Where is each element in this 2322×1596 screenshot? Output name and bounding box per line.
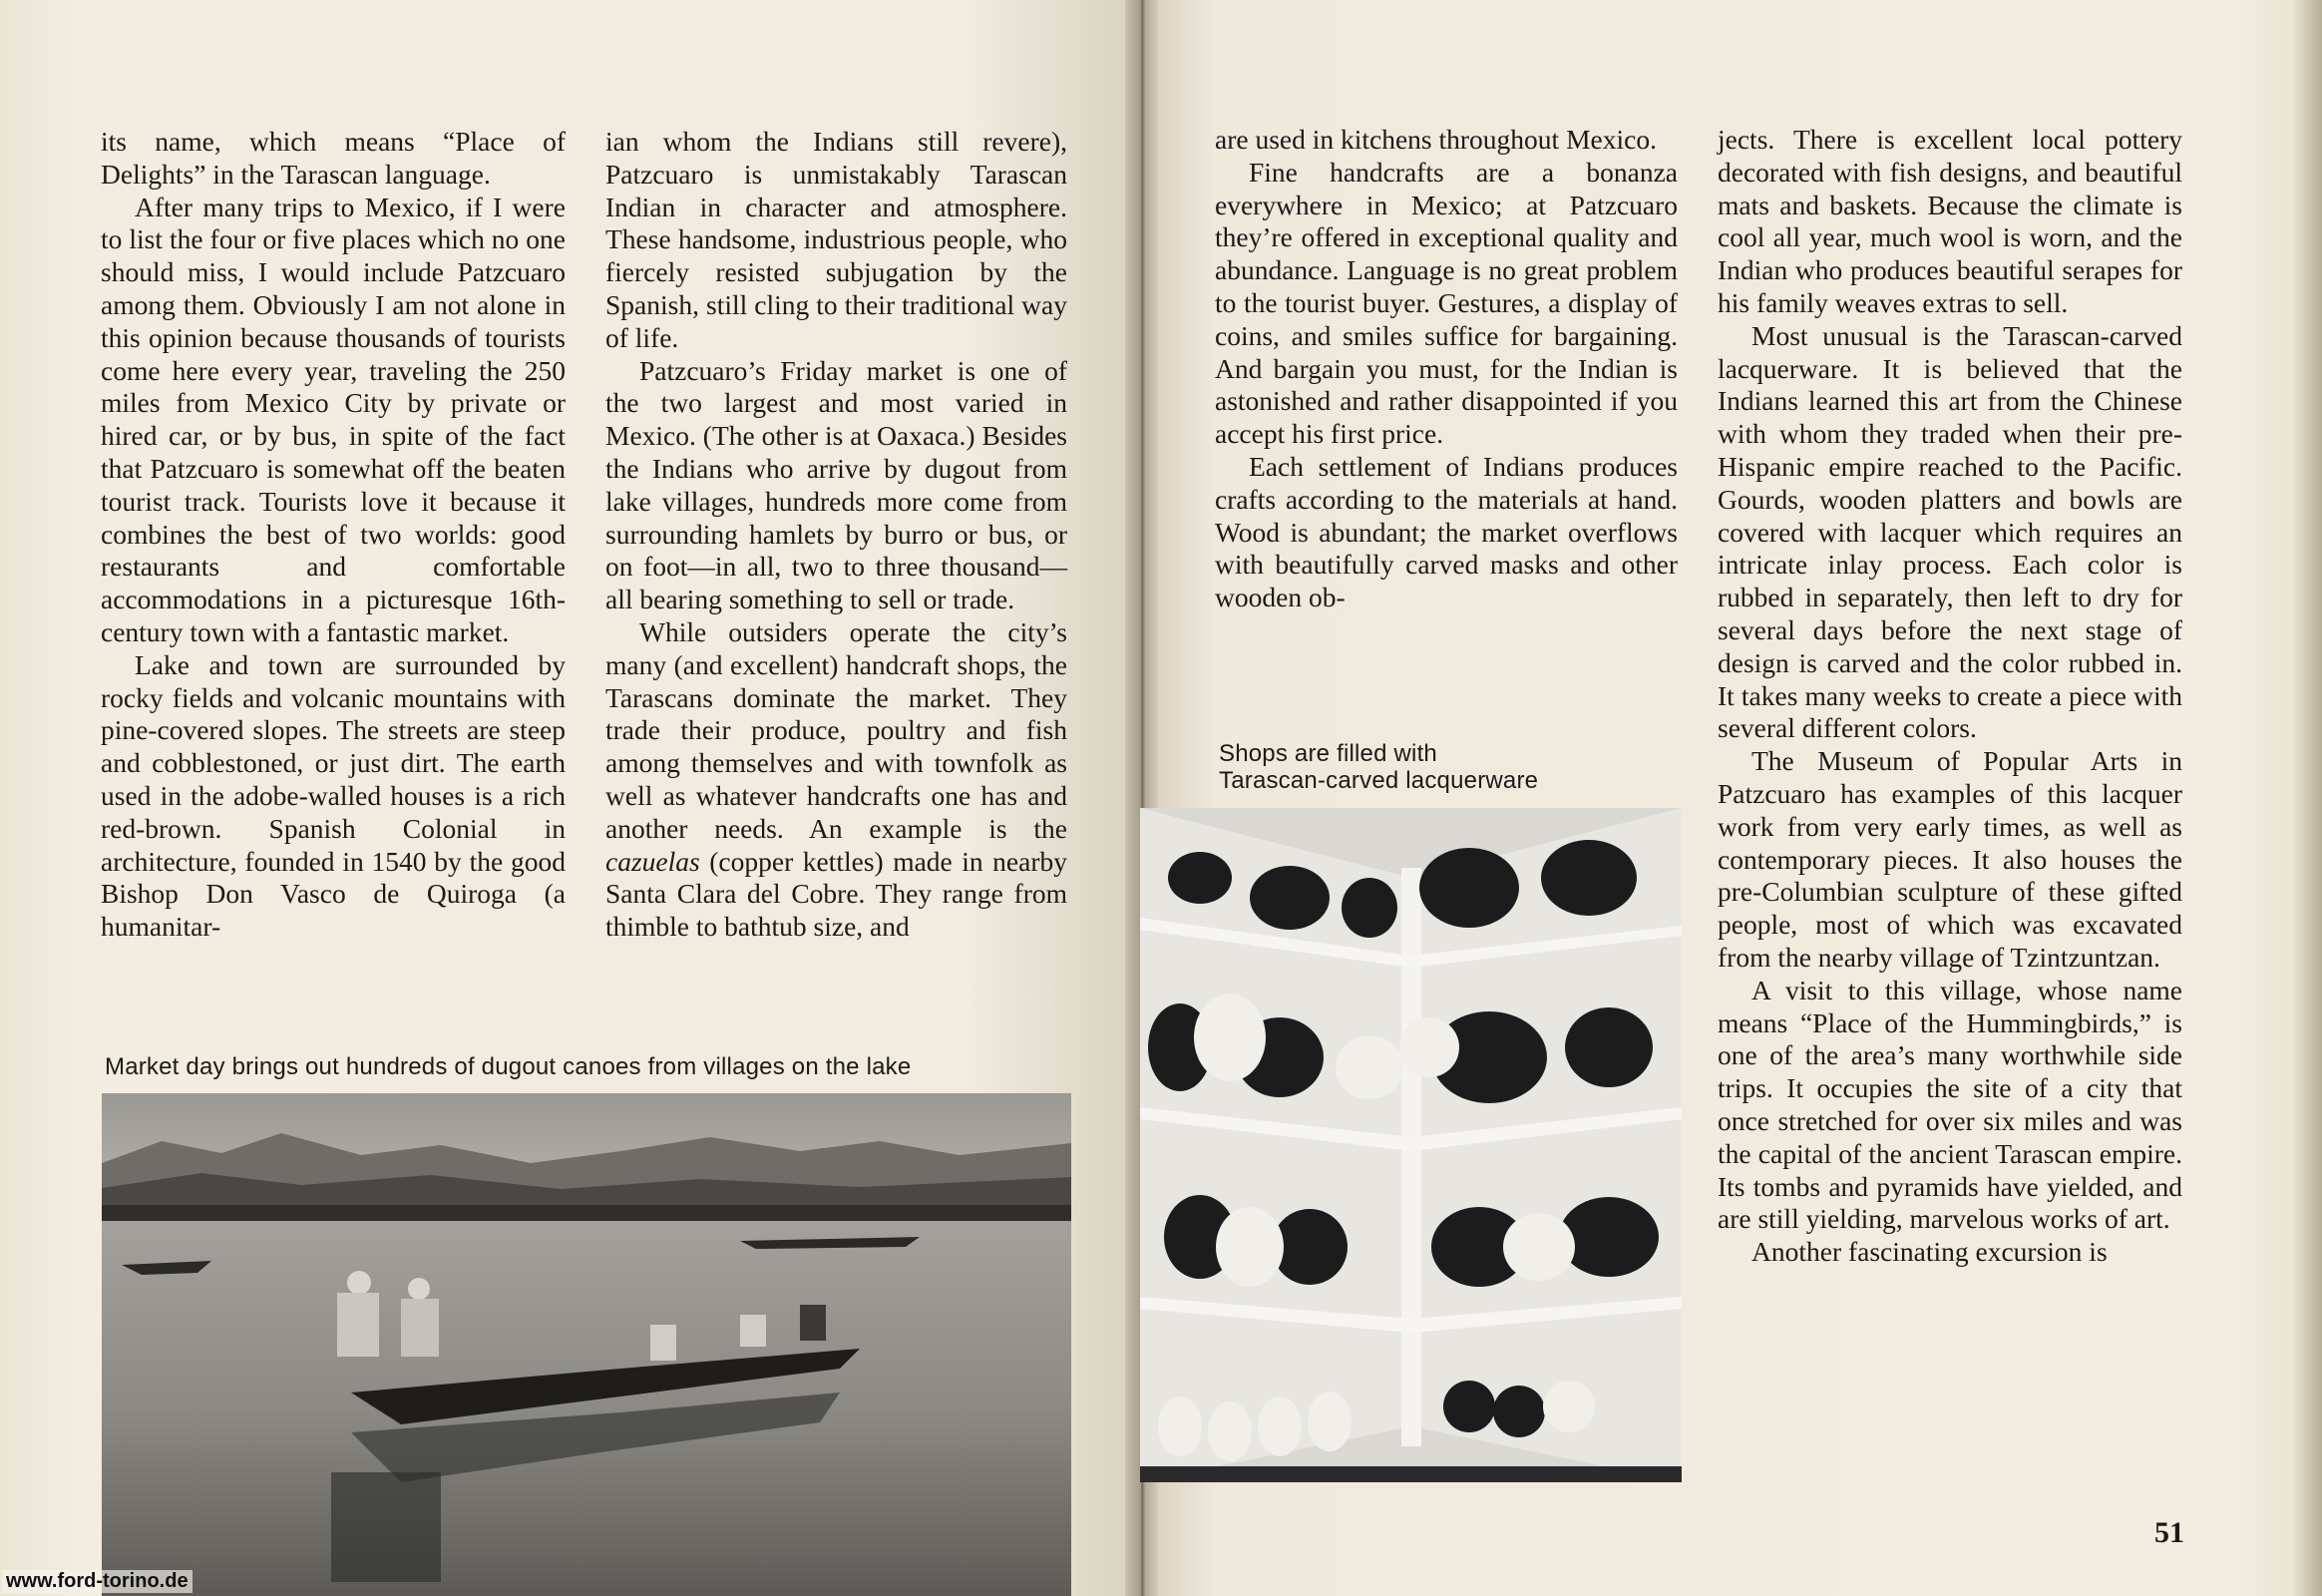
paragraph: ian whom the Indians still revere), Patzcuaro is unmistakably Tarascan Indian in character and atmosphere. These handsome, industrious people, who fiercely resisted subjugation by the Spanish, still cling to their traditional way of life. — [605, 126, 1067, 353]
page-edge — [2294, 0, 2322, 1596]
photo-caption-canoes: Market day brings out hundreds of dugout canoes from villages on the lake — [105, 1053, 912, 1080]
page-number: 51 — [2154, 1516, 2184, 1549]
photo-caption-shops — [1219, 740, 1678, 794]
canoe-photo — [102, 1093, 1071, 1596]
lacquerware-photo-image — [1140, 808, 1682, 1482]
paragraph: Fine handcrafts are a bonanza everywhere in Mexico; at Patzcuaro they’re offered in exceptional quality and abundance. Language is no great problem to the tourist buyer. Gestures, a display of coins, and smiles suffice for bargaining. And bargain you must, for the Indian is astonished and rather disappointed if you accept his first price. — [1215, 156, 1678, 450]
italic-term: cazuelas — [605, 845, 700, 877]
caption-line: Shops are filled with — [1219, 740, 1437, 767]
text-column-4 — [1718, 124, 2182, 1269]
paragraph: Each settlement of Indians produces crafts according to the materials at hand. Wood is abundant; the market overflows with beautifully carved masks and other wooden ob- — [1215, 450, 1678, 613]
caption-line: Tarascan-carved lacquerware — [1219, 767, 1539, 794]
paragraph: Lake and town are surrounded by rocky fields and volcanic mountains with pine-covered slopes. The streets are steep and cobblestoned, or just dirt. The earth used in the adobe-walled houses is a rich red-brown. Spanish Colonial in architecture, founded in 1540 by the good Bishop Don Vasco de Quiroga (a humanitar- — [101, 648, 566, 943]
paragraph: Most unusual is the Tarascan-carved lacquerware. It is believed that the Indians learned this art from the Chinese with whom they traded when their pre-Hispanic empire reached to the Pacific. Gourds, wooden platters and bowls are covered with lacquer which requires an intricate inlay process. Each color is rubbed in separately, then left to dry for several days before the next stage of design is carved and the color rubbed in. It takes many weeks to create a piece with several different colors. — [1718, 319, 2182, 744]
paragraph: A visit to this village, whose name means “Place of the Hummingbirds,” is one of the area’s many worthwhile side trips. It occupies the site of a city that once stretched for over six miles and was the capital of the ancient Tarascan empire. Its tombs and pyramids have yielded, and are still yielding, marvelous works of art. — [1718, 974, 2182, 1235]
lacquerware-photo — [1140, 808, 1682, 1482]
paragraph-text: (copper kettles) made in nearby Santa Clara del Cobre. They range from thimble to bathtub size, and — [605, 845, 1068, 943]
paragraph-text: While outsiders operate the city’s many (and excellent) handcraft shops, the Tarascans dominate the market. They trade their produce, poultry and fish among themselves and with townfolk as well as whatever handcrafts one has and another needs. An example is the — [605, 615, 1067, 844]
paragraph: its name, which means “Place of Delights” in the Tarascan language. — [101, 126, 566, 190]
paragraph: The Museum of Popular Arts in Patzcuaro has examples of this lacquer work from very early times, as well as contemporary pieces. It also houses the pre-Columbian sculpture of these gifted people, most of which was excavated from the nearby village of Tzintzuntzan. — [1718, 745, 2182, 973]
paragraph: After many trips to Mexico, if I were to list the four or five places which no one should miss, I would include Patzcuaro among them. Obviously I am not alone in this opinion because thousands of tourists come here every year, traveling the 250 miles from Mexico City by private or hired car, or by bus, in spite of the fact that Patzcuaro is somewhat off the beaten tourist track. Tourists love it because it combines the best of two worlds: good restaurants and comfortable accommodations in a picturesque 16th-century town with a fantastic market. — [101, 191, 566, 647]
watermark-url: www.ford-torino.de — [2, 1570, 193, 1593]
text-column-3 — [1215, 124, 1678, 614]
paragraph: are used in kitchens throughout Mexico. — [1215, 124, 1657, 155]
paragraph: Patzcuaro’s Friday market is one of the two largest and most varied in Mexico. (The other is at Oaxaca.) Besides the Indians who arrive by dugout from lake villages, hundreds more come from surrounding hamlets by burro or bus, or on foot—in all, two to three thousand—all bearing something to sell or trade. — [605, 354, 1067, 615]
text-column-2 — [605, 126, 1067, 944]
paragraph: Another fascinating excursion is — [1751, 1236, 2108, 1268]
canoe-photo-image — [102, 1093, 1071, 1596]
paragraph — [605, 616, 1067, 944]
paragraph: jects. There is excellent local pottery decorated with fish designs, and beautiful mats and baskets. Because the climate is cool all year, much wool is worn, and the Indian who produces beautiful serapes for his family weaves extras to sell. — [1718, 124, 2182, 318]
text-column-1 — [101, 126, 566, 944]
